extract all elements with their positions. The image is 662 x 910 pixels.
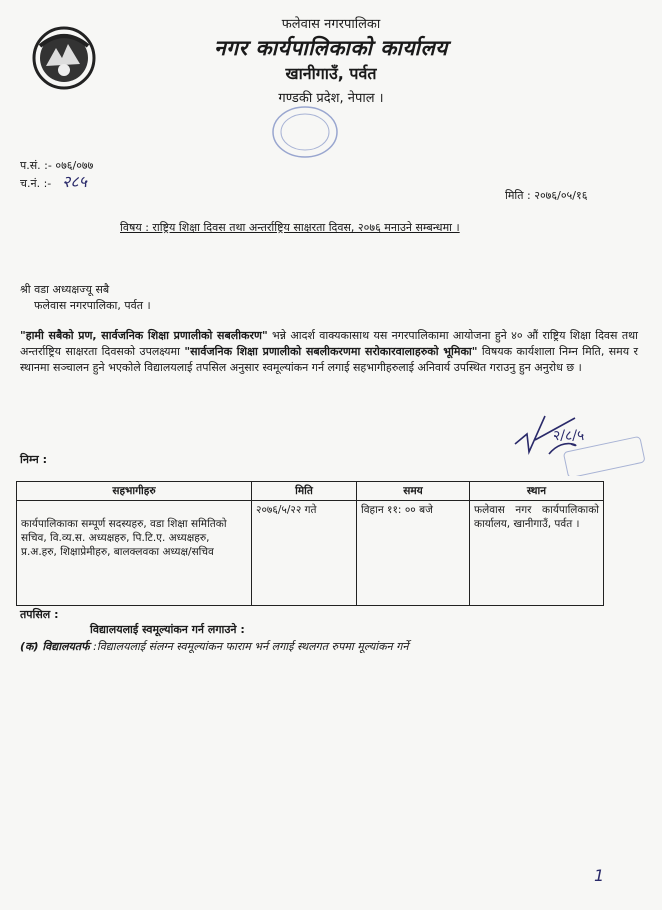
office-location: खानीगाउँ, पर्वत [285, 64, 377, 83]
recipient-line-2: फलेवास नगरपालिका, पर्वत । [34, 299, 151, 312]
page-number: 1 [594, 866, 605, 885]
table-row [17, 501, 604, 606]
col-date: मिति [252, 482, 357, 501]
annex-label: तपसिल : [20, 608, 59, 621]
municipality-name: फलेवास नगरपालिका [281, 17, 381, 32]
officer-signature-and-stamp [505, 404, 645, 476]
annex-item-label: (क) विद्यालयतर्फ [20, 640, 90, 653]
annex-item [20, 639, 408, 654]
col-participants: सहभागीहरु [17, 482, 252, 501]
annex-item-text: :विद्यालयलाई संलग्न स्वमूल्यांकन फाराम भर्न लगाई स्थलगत रुपमा मूल्यांकन गर्ने [89, 640, 409, 653]
time-cell: विहान ११: ०० बजे [357, 501, 470, 606]
office-stamp [270, 104, 340, 160]
body-text-1: भन्ने आदर्श वाक्यकासाथ यस नगरपालिकामा आयोजना हुने ४० औं राष्ट्रिय शिक्षा दिवस तथा अन्तर्राष्ट्रिय साक्षरता दिवसको उपलक्ष्यमा [20, 329, 638, 358]
participants-cell: कार्यपालिकाका सम्पूर्ण सदस्यहरु, वडा शिक्षा समितिको सचिव, वि.व्य.स. अध्यक्षहरु, पि.टि.ए. अध्यक्षहरु, प्र.अ.हरु, शिक्षाप्रेमीहरु, बालक्लवका अध्यक्ष/सचिव [17, 501, 252, 606]
body-paragraph [20, 328, 638, 376]
recipient-line-1: श्री वडा अध्यक्षज्यू सबै [20, 283, 110, 296]
subject-line: विषय : राष्ट्रिय शिक्षा दिवस तथा अन्तर्राष्ट्रिय साक्षरता दिवस, २०७६ मनाउने सम्बन्धमा । [120, 221, 460, 234]
following-label: निम्न : [20, 453, 47, 466]
schedule-table [16, 481, 604, 606]
date-cell: २०७६/५/२२ गते [252, 501, 357, 606]
dispatch-number-handwritten: २८५ [62, 172, 87, 191]
col-place: स्थान [470, 482, 604, 501]
annex-heading: विद्यालयलाई स्वमूल्यांकन गर्न लगाउने : [90, 623, 245, 636]
place-cell: फलेवास नगर कार्यपालिकाको कार्यालय, खानीगाउँ, पर्वत । [470, 501, 604, 606]
col-time: समय [357, 482, 470, 501]
svg-text:२/८/५: २/८/५ [553, 428, 585, 444]
letter-date: मिति : २०७६/०५/१६ [505, 189, 588, 202]
office-title: नगर कार्यपालिकाको कार्यालय [214, 36, 448, 60]
slogan-quote: "हामी सबैको प्रण, सार्वजनिक शिक्षा प्रणालीको सबलीकरण" [20, 329, 268, 342]
workshop-topic-quote: "सार्वजनिक शिक्षा प्रणालीको सबलीकरणमा सरोकारवालाहरुको भूमिका" [184, 345, 478, 358]
reference-number: प.सं. :- ०७६/०७७ [20, 159, 94, 172]
table-header-row [17, 482, 604, 501]
province-line: गण्डकी प्रदेश, नेपाल । [278, 91, 384, 106]
body-text-2: विषयक कार्यशाला निम्न मिति, समय र स्थानमा सञ्चालन हुने भएकोले विद्यालयलाई तपसिल अनुसार स्वमूल्यांकन गर्न लगाई सहभागीहरुलाई अनिवार्य उपस्थित गराउनु हुन अनुरोध छ । [20, 345, 638, 374]
dispatch-number-label: च.नं. :- [20, 177, 52, 190]
